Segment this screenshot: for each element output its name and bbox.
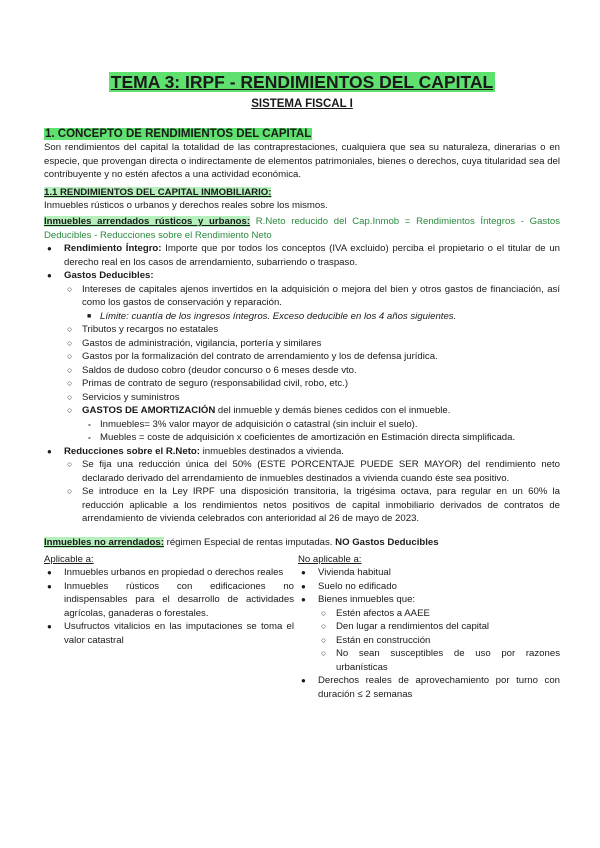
list-item: ● Suelo no edificado — [298, 580, 560, 594]
gastos-list — [64, 283, 560, 445]
page-subtitle: SISTEMA FISCAL I — [251, 98, 353, 110]
no-aplicable-list — [298, 566, 560, 701]
list-item-derechos: ● Derechos reales de aprovechamiento por turno con duración ≤ 2 semanas — [298, 674, 560, 701]
list-item: ○ Se fija una reducción única del 50% (ESTE PORCENTAJE PUEDE SER MAYOR) del rendimiento neto declarado derivado del arrendamiento de inmuebles destinados a vivienda cuando éste sea positivo. — [64, 458, 560, 485]
list-item: ○ Se introduce en la Ley IRPF una disposición transitoria, la trigésima octava, para regular en un 60% la reducción aplicable a los rendimientos netos positivos de capital inmobiliario derivados de contratos de arrendamiento de vivienda celebrados con anterioridad al 26 de mayo de 2023. — [64, 485, 560, 526]
no-arrendados-label: Inmuebles no arrendados: — [44, 536, 164, 548]
subsection-heading: 1.1 RENDIMIENTOS DEL CAPITAL INMOBILIARIO: — [44, 186, 272, 198]
aplicable-list — [44, 566, 294, 647]
list-item: ○ Están en construcción — [318, 634, 560, 648]
list-item-intereses: ○ Intereses de capitales ajenos invertidos en la adquisición o mejora del bien y otros gastos de financiación, así como los gastos de conservación y reparación. ■ Límite: cuantía de los ingresos íntegros. Exceso deducible en los 4 años siguientes. — [64, 283, 560, 324]
section-intro: Son rendimientos del capital la totalidad de las contraprestaciones, cualquiera que sea su naturaleza, dinerarias o en especie, que provengan directa o indirectamente de elementos patrimoniales, bienes o derechos, cuya titularidad sea del contribuyente y no estén afectos a una actividad económica. — [44, 142, 560, 180]
aplicable-heading: Aplicable a: — [44, 554, 94, 565]
bienes-list — [318, 607, 560, 675]
list-item: ○ Estén afectos a AAEE — [318, 607, 560, 621]
list-item: - Muebles = coste de adquisición x coeficientes de amortización en Estimación directa simplificada. — [82, 431, 560, 445]
list-item: ○ Saldos de dudoso cobro (deudor concurso o 6 meses desde vto. — [64, 364, 560, 378]
aplicable-column — [44, 553, 294, 701]
list-item: ○ Primas de contrato de seguro (responsabilidad civil, robo, etc.) — [64, 377, 560, 391]
no-arrendados-line: Inmuebles no arrendados: régimen Especial de rentas imputadas. NO Gastos Deducibles — [44, 536, 439, 548]
no-aplicable-heading: No aplicable a: — [298, 554, 362, 565]
subsection-inmobiliario — [44, 186, 560, 526]
list-item-reducciones: ● Reducciones sobre el R.Neto: inmuebles destinados a vivienda. ○ Se fija una reducción única del 50% (ESTE PORCENTAJE PUEDE SER MAYOR) del rendimiento neto declarado derivado del arrendamiento de inmuebles destinados a vivienda cuando éste sea positivo. ○ Se introduce en la Ley IRPF una disposición transitoria, la trigésima octava, para regular en un 60% la reducción aplicable a los rendimientos netos positivos de capital inmobiliario derivados de contratos de arrendamiento de vivienda celebrados con anterioridad al 26 de mayo de 2023. — [44, 445, 560, 526]
no-arrendados-section — [44, 536, 560, 702]
limite-list — [82, 310, 560, 324]
subsection-intro: Inmuebles rústicos o urbanos y derechos reales sobre los mismos. — [44, 199, 328, 211]
list-item-limite: ■ Límite: cuantía de los ingresos íntegros. Exceso deducible en los 4 años siguientes. — [82, 310, 560, 324]
list-item-gastos: ● Gastos Deducibles: ○ Intereses de capitales ajenos invertidos en la adquisición o mejora del bien y otros gastos de financiación, así como los gastos de conservación y reparación. ■ Límite: cuantía de los ingresos íntegros. Exceso deducible en los 4 años siguientes. ○ Tributos y recargos no estatales ○ Gastos de administración, vigilancia, portería y similares ○ Gastos por la formalización del contrato de arrendamiento y los de defensa jurídica. ○ Saldos de dudoso cobro (deudor concurso o 6 meses desde vto. ○ Primas de contrato de seguro (responsabilidad civil, robo, etc.) ○ Servicios y suministros ○ GASTOS DE AMORTIZACIÓN del inmueble y demás bienes cedidos con el inmueble. - Inmuebles= 3% valor mayor de adquisición o catastral (sin incluir el suelo). - Muebles = coste de adquisición x coeficientes de amortización en Estimación directa simplificada. — [44, 269, 560, 445]
section-concepto — [44, 127, 560, 182]
list-item-amortizacion: ○ GASTOS DE AMORTIZACIÓN del inmueble y demás bienes cedidos con el inmueble. - Inmuebles= 3% valor mayor de adquisición o catastral (sin incluir el suelo). - Muebles = coste de adquisición x coeficientes de amortización en Estimación directa simplificada. — [64, 404, 560, 445]
list-item-rendimiento-integro: ● Rendimiento Íntegro: Importe que por todos los conceptos (IVA excluido) perciba el propietario o el titular de un derecho real en los casos de arrendamiento, subarriendo o traspaso. — [44, 242, 560, 269]
list-item: ○ Tributos y recargos no estatales — [64, 323, 560, 337]
arrendados-label: Inmuebles arrendados rústicos y urbanos: — [44, 216, 251, 227]
aplicable-columns — [44, 553, 560, 701]
list-item: ● Usufructos vitalicios en las imputaciones se toma el valor catastral — [44, 620, 294, 647]
list-item: ● Vivienda habitual — [298, 566, 560, 580]
list-item: ○ Servicios y suministros — [64, 391, 560, 405]
list-item: ○ Gastos de administración, vigilancia, portería y similares — [64, 337, 560, 351]
list-item: ● Inmuebles urbanos en propiedad o derechos reales — [44, 566, 294, 580]
list-item: ○ Den lugar a rendimientos del capital — [318, 620, 560, 634]
list-item: - Inmuebles= 3% valor mayor de adquisición o catastral (sin incluir el suelo). — [82, 418, 560, 432]
list-item: ● Inmuebles rústicos con edificaciones no indispensables para el desarrollo de actividades agrícolas, ganaderas o forestales. — [44, 580, 294, 621]
formula-text: R.Neto reducido del Cap.Inmob = Rendimientos Íntegros - Gastos Deducibles - Reducciones sobre el Rendimiento Neto — [44, 216, 560, 241]
arrendados-list — [44, 242, 560, 526]
arrendados-formula-line — [44, 215, 560, 242]
list-item: ○ No sean susceptibles de uso por razones urbanísticas — [318, 647, 560, 674]
no-aplicable-column — [298, 553, 560, 701]
reducciones-list — [64, 458, 560, 526]
list-item-bienes: ● Bienes inmuebles que: ○ Estén afectos a AAEE ○ Den lugar a rendimientos del capital ○ Están en construcción ○ No sean susceptibles de uso por razones urbanísticas — [298, 593, 560, 674]
section-heading: 1. CONCEPTO DE RENDIMIENTOS DEL CAPITAL — [45, 128, 312, 140]
list-item: ○ Gastos por la formalización del contrato de arrendamiento y los de defensa jurídica. — [64, 350, 560, 364]
amortizacion-list — [82, 418, 560, 445]
page-title: TEMA 3: IRPF - RENDIMIENTOS DEL CAPITAL — [110, 72, 494, 92]
